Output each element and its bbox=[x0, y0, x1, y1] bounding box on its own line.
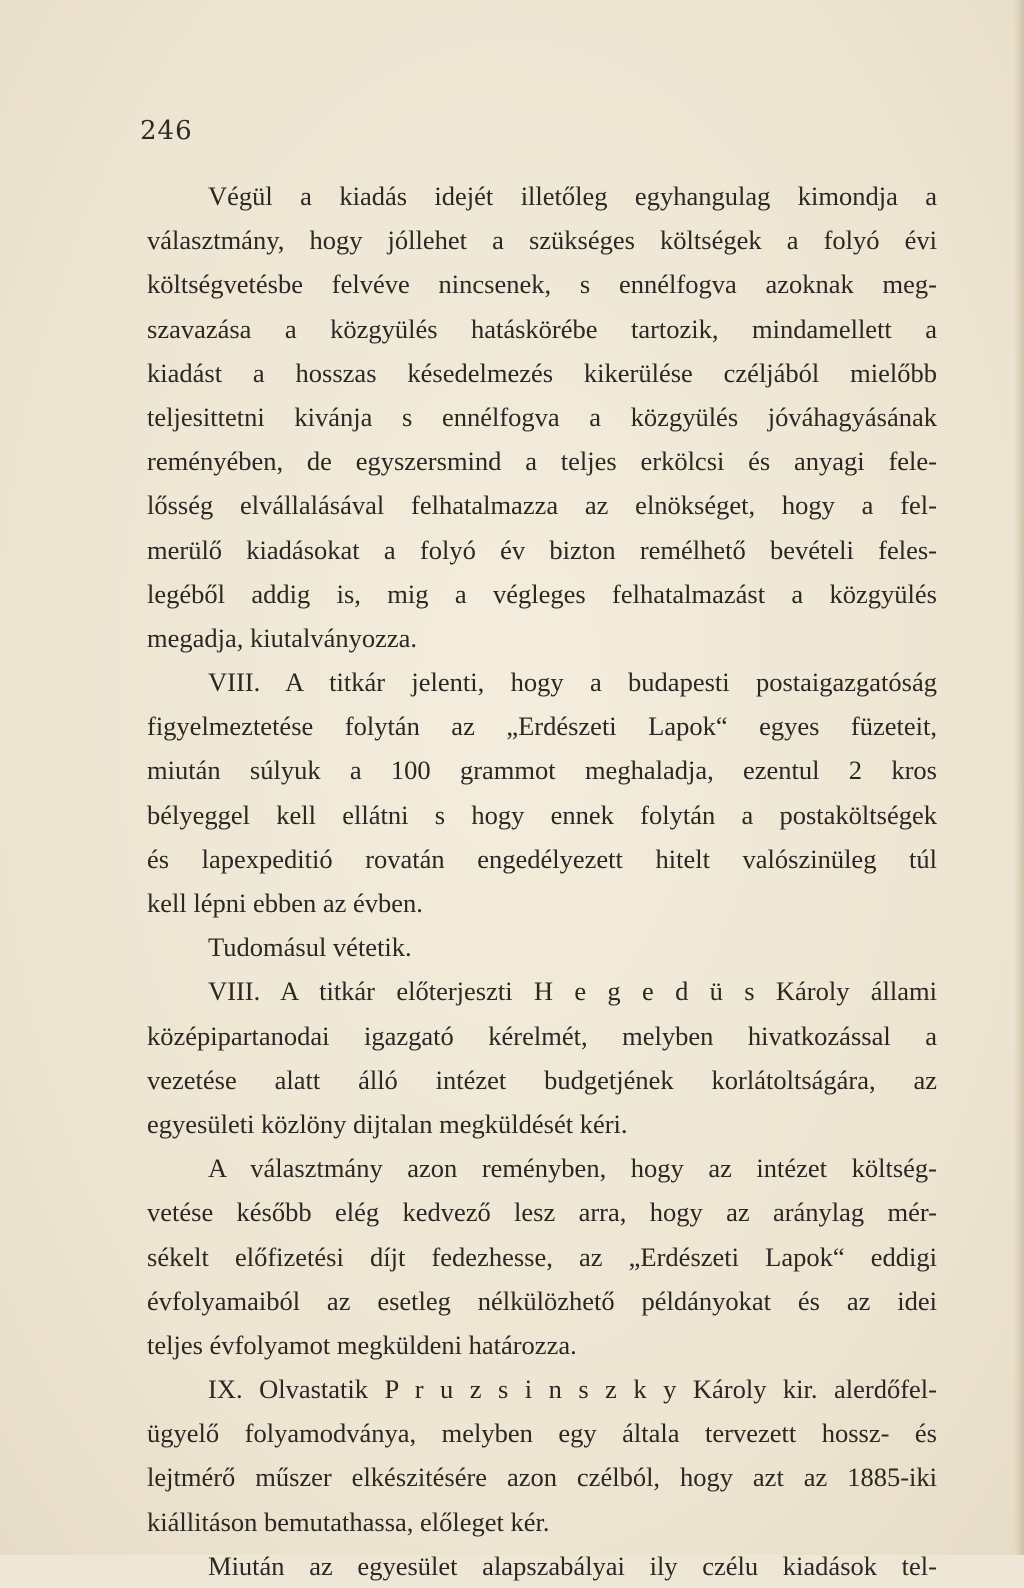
text-line: teljesittetni kivánja s ennélfogva a közgyülés jóváhagyásának bbox=[147, 401, 937, 432]
text-line: vetése később elég kedvező lesz arra, hogy az aránylag mér- bbox=[147, 1197, 937, 1228]
text-line: vezetése alatt álló intézet budgetjének korlátoltságára, az bbox=[147, 1064, 937, 1095]
text-line: szavazása a közgyülés hatáskörébe tartozik, mindamellett a bbox=[147, 313, 937, 344]
text-line: megadja, kiutalványozza. bbox=[147, 622, 418, 653]
text-line: lősség elvállalásával felhatalmazza az elnökséget, hogy a fel- bbox=[147, 490, 937, 521]
body-text bbox=[147, 174, 937, 1588]
text-line: ügyelő folyamodványa, melyben egy általa tervezett hossz- és bbox=[147, 1418, 937, 1449]
text-line: Miután az egyesület alapszabályai ily czélu kiadások tel- bbox=[208, 1550, 937, 1581]
text-line: reményében, de egyszersmind a teljes erkölcsi és anyagi fele- bbox=[147, 446, 937, 477]
text-line: választmány, hogy jóllehet a szükséges költségek a folyó évi bbox=[147, 225, 937, 256]
page-number: 246 bbox=[140, 116, 193, 146]
text-line: lejtmérő műszer elkészitésére azon czélból, hogy azt az 1885-iki bbox=[147, 1462, 937, 1493]
text-line: középipartanodai igazgató kérelmét, melyben hivatkozással a bbox=[147, 1020, 937, 1051]
text-line: A választmány azon reményben, hogy az intézet költség- bbox=[208, 1153, 937, 1184]
text-line: IX. Olvastatik P r u z s i n s z k y Károly kir. alerdőfel- bbox=[208, 1374, 937, 1405]
text-line: Végül a kiadás idejét illetőleg egyhangulag kimondja a bbox=[208, 181, 937, 211]
text-line: VIII. A titkár előterjeszti H e g e d ü s Károly állami bbox=[208, 976, 937, 1007]
text-line: sékelt előfizetési díjt fedezhesse, az „Erdészeti Lapok“ eddigi bbox=[147, 1241, 937, 1272]
text-line: teljes évfolyamot megküldeni határozza. bbox=[147, 1329, 577, 1360]
text-line: merülő kiadásokat a folyó év bizton remélhető bevételi feles- bbox=[147, 534, 937, 565]
text-line: kell lépni ebben az évben. bbox=[147, 888, 423, 918]
text-line: VIII. A titkár jelenti, hogy a budapesti postaigazgatóság bbox=[208, 667, 937, 698]
text-line: figyelmeztetése folytán az „Erdészeti Lapok“ egyes füzeteit, bbox=[147, 711, 937, 742]
text-line: bélyeggel kell ellátni s hogy ennek folytán a postaköltségek bbox=[147, 799, 937, 830]
text-line: Tudomásul vétetik. bbox=[208, 932, 412, 963]
text-line: egyesületi közlöny dijtalan megküldését kéri. bbox=[147, 1108, 628, 1139]
text-line: és lapexpeditió rovatán engedélyezett hitelt valószinüleg túl bbox=[147, 843, 937, 874]
text-line: évfolyamaiból az esetleg nélkülözhető példányokat és az idei bbox=[147, 1285, 937, 1316]
page-edge bbox=[1014, 0, 1024, 1555]
text-line: kiállitáson bemutathassa, előleget kér. bbox=[147, 1506, 550, 1537]
text-line: miután súlyuk a 100 grammot meghaladja, ezentul 2 kros bbox=[147, 755, 937, 786]
text-line: költségvetésbe felvéve nincsenek, s ennélfogva azoknak meg- bbox=[147, 269, 937, 300]
text-line: kiadást a hosszas késedelmezés kikerülése czéljából mielőbb bbox=[147, 357, 937, 388]
text-line: legéből addig is, mig a végleges felhatalmazást a közgyülés bbox=[147, 578, 937, 609]
